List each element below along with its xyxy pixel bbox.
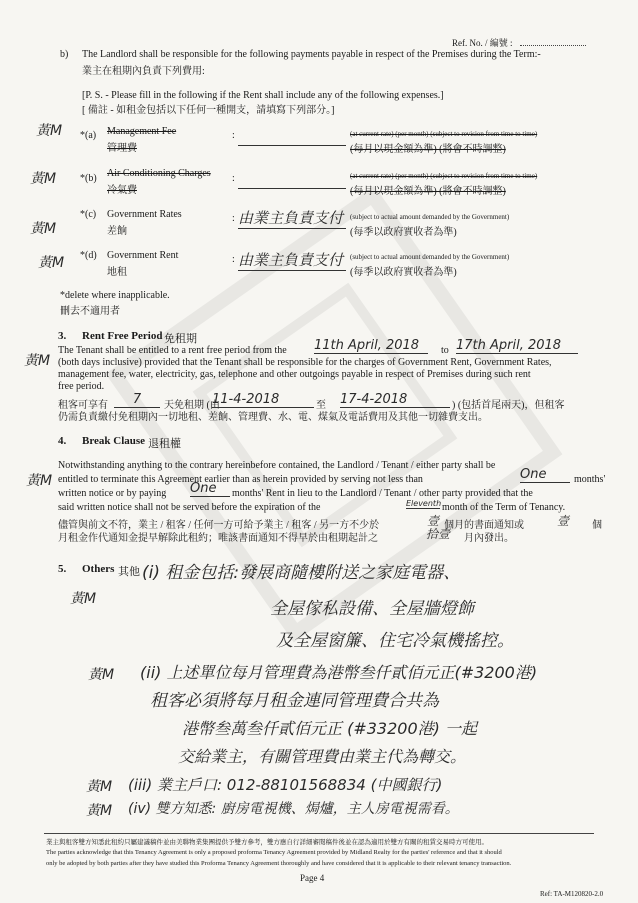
item-zh: 管理費 [107,143,137,154]
delete-note-zh: 刪去不適用者 [60,306,120,317]
section3-title-zh: 免租期 [164,333,197,345]
initials-signature: 黃M [70,591,97,607]
notice-months: One [520,467,570,483]
ref-number: Ref. No. / 編號 : [452,38,513,48]
others-line: (iii) 業主戶口: 012-88101568834 (中國銀行) [128,776,443,794]
section5-num: 5. [58,563,67,575]
section3-line2: (both days inclusive) provided that the Tenant shall be responsible for the charges of Government Rent, Government Rates, [58,357,552,368]
others-line: (ii) 上述單位每月管理費為港幣叁仟貳佰元正(#3200港) [140,663,538,682]
rent-in-lieu-months: One [190,481,230,497]
section4-l2b: months' [574,474,606,485]
item-note-zh: (每月以現金額為準) (將會不時調整) [350,144,506,155]
item-fill-handwritten: 由業主負責支付 [238,249,346,271]
item-note-en: (at current rate) (per month) (subject to revision from time to time) [350,172,538,180]
item-marker: *(b) [80,173,97,184]
section3-num: 3. [58,330,67,342]
section3-zh-b: 天免租期 (由 [164,400,220,411]
item-colon: : [232,173,235,184]
item-en: Government Rates [107,209,182,220]
item-note-en: (subject to actual amount demanded by the Government) [350,253,510,261]
delete-note-en: *delete where inapplicable. [60,290,170,301]
footer-disclaimer-zh: 業主與租客雙方知悉此租約只屬建議稿件並由美聯物業集團提供予雙方參考，雙方應自行詳細審閱稿件後並在認為適用於雙方有關的租賃交易時方可使用。 [46,839,488,846]
item-fill-handwritten: 由業主負責支付 [238,207,346,229]
item-note-en: (subject to actual amount demanded by the Government) [350,213,510,221]
rent-free-from: 11th April, 2018 [314,338,428,354]
section4-title-zh: 退租權 [148,438,181,450]
section3-zh2: 仍需負責繳付免租期內一切地租、差餉、管理費、水、電、煤氣及電話費用及其他一切雜費支出。 [58,412,488,423]
section4-l2a: entitled to terminate this Agreement earlier than as herein provided by serving not less than [58,474,423,485]
item-marker: *(c) [80,209,97,220]
item-zh: 冷氣費 [107,185,137,196]
section4-zh1a: 儘管與前文不符，業主 / 租客 / 任何一方可給予業主 / 租客 / 另一方不少於 [58,520,380,531]
initials-signature: 黃M [30,171,57,187]
form-ref: Ref: TA-M120820-2.0 [540,890,604,898]
section4-zh1b: 個月的書面通知或 [444,520,524,531]
item-colon: : [232,130,235,141]
ref-number-line [520,45,586,46]
section4-l4b: month of the Term of Tenancy. [442,502,566,513]
section3-line1: The Tenant shall be entitled to a rent free period from the [58,345,287,356]
section5-title-zh: 其他 [118,566,140,578]
initials-signature: 黃M [86,803,113,819]
item-marker: *(a) [80,130,97,141]
item-note-zh: (每季以政府實收者為準) [350,227,457,238]
initials-signature: 黃M [24,353,51,369]
others-line: 交給業主，有關管理費由業主代為轉交。 [178,747,467,766]
item-note-en: (at current rate) (per month) (subject to revision from time to time) [350,130,538,138]
item-note-zh: (每季以政府實收者為準) [350,267,457,278]
item-zh: 差餉 [107,226,127,237]
others-line: 全屋傢私設備、全屋牆燈飾 [270,599,474,619]
item-en: Management Fee [107,126,177,137]
section3-zh-c: 至 [316,400,326,411]
others-line: 及全屋窗簾、住宅冷氣機搖控。 [276,631,514,651]
section3-zh-d: ) (包括首尾兩天)，但租客 [452,400,565,411]
initials-signature: 黃M [36,123,63,139]
fill-line [238,188,346,189]
initials-signature: 黃M [30,221,57,237]
section3-title-en: Rent Free Period [82,330,163,342]
item-note-zh: (每月以現金額為準) (將會不時調整) [350,186,506,197]
item-en: Government Rent [107,250,179,261]
section-b-ps-zh: [ 備註 - 如租金包括以下任何一種開支，請填寫下列部分。] [82,105,335,116]
footer-divider [44,833,594,834]
section4-zh2b: 月內發出。 [464,533,514,544]
section4-l3a: written notice or by paying [58,488,167,499]
item-colon: : [232,254,235,265]
section3-to-word: to [441,345,449,356]
section4-zh1c: 個 [592,520,602,531]
initials-signature: 黃M [38,255,65,271]
initials-signature: 黃M [26,473,53,489]
section4-zh2a: 月租金作代通知金提早解除此租約；唯該書面通知不得早於由租期起計之 [58,533,378,544]
section-b-en: The Landlord shall be responsible for the following payments payable in respect of the Premises during the Term:- [82,49,541,60]
others-line: (iv) 雙方知悉: 廚房電視機、焗爐，主人房電視需看。 [128,801,459,817]
rent-in-lieu-zh: 壹 [557,514,570,528]
section4-l3b: months' Rent in lieu to the Landlord / Tenant / other party provided that the [232,488,533,499]
fill-line [238,145,346,146]
footer-disclaimer-en-1: The parties acknowledge that this Tenancy Agreement is only a proposed proforma Tenancy Agreement provided by Midland Realty for the parties' reference and that it should [46,849,502,856]
notice-months-zh: 壹 [427,514,440,528]
item-zh: 地租 [107,267,127,278]
section5-title-en: Others [82,563,115,575]
break-month: Eleventh [406,499,442,508]
others-line: 港幣叁萬叁仟貳佰元正 (#33200港) 一起 [182,719,477,738]
section4-l4a: said written notice shall not be served before the expiration of the [58,502,321,513]
section3-zh-a: 租客可享有 [58,400,108,411]
others-line: 租客必須將每月租金連同管理費合共為 [150,691,439,711]
page-number: Page 4 [300,873,325,883]
item-colon: : [232,213,235,224]
initials-signature: 黃M [86,779,113,795]
rent-free-to-zh: 17-4-2018 [340,392,450,408]
initials-signature: 黃M [88,667,115,683]
section-b-label: b) [60,49,69,60]
section4-l1: Notwithstanding anything to the contrary hereinbefore contained, the Landlord / Tenant / either party shall be [58,460,496,471]
item-marker: *(d) [80,250,97,261]
footer-disclaimer-en-2: only be adopted by both parties after they have studied this Proforma Tenancy Agreement thoroughly and have considered that it is applicable to their relevant tenancy transaction. [46,860,512,867]
section-b-zh: 業主在租期內負責下列費用: [82,66,205,77]
item-en: Air Conditioning Charges [107,168,211,179]
others-line: (i) 租金包括:發展商隨樓附送之家庭電器、 [142,563,461,583]
section-b-ps-en: [P. S. - Please fill in the following if the Rent shall include any of the following expenses.] [82,90,444,101]
rent-free-from-zh: 11-4-2018 [212,392,314,408]
rent-free-to: 17th April, 2018 [456,338,578,354]
section4-title-en: Break Clause [82,435,146,447]
section4-num: 4. [58,435,67,447]
section3-line4: free period. [58,381,105,392]
break-month-zh: 拾壹 [426,527,451,541]
rent-free-days: 7 [114,392,160,408]
section3-line3: management fee, water, electricity, gas, telephone and other outgoings payable in respect of Premises during such rent [58,369,531,380]
